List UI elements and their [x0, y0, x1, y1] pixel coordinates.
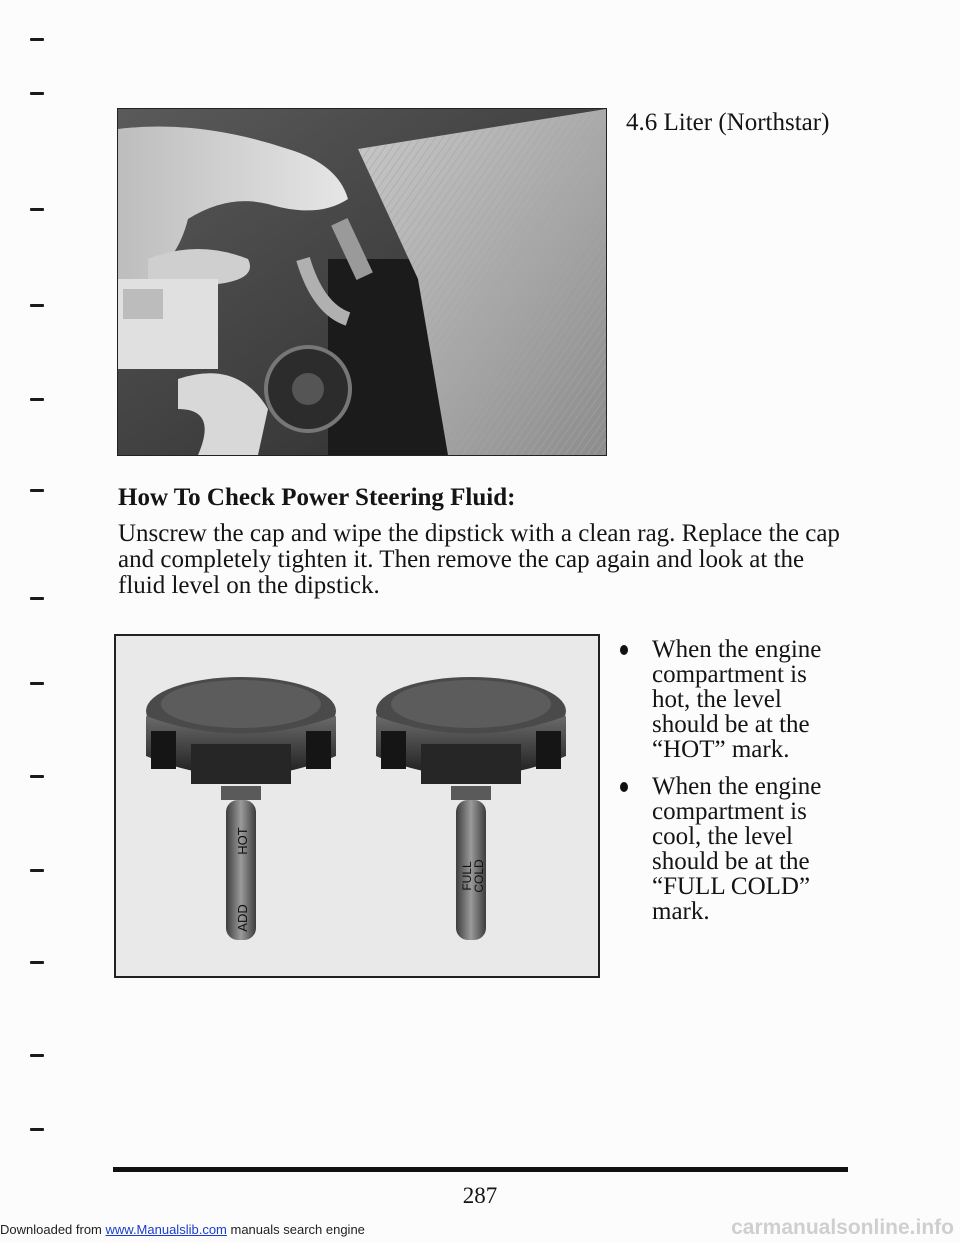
footer-rule: [113, 1167, 848, 1172]
download-note: [0, 1222, 365, 1238]
margin-tick: [30, 304, 44, 307]
list-item: [620, 637, 850, 762]
dipstick-illustration: [114, 634, 600, 978]
margin-tick: [30, 38, 44, 41]
margin-tick: [30, 1128, 44, 1131]
margin-tick: [30, 489, 44, 492]
margin-tick: [30, 961, 44, 964]
manualslib-link[interactable]: www.Manualslib.com: [105, 1222, 227, 1237]
list-item: [620, 774, 850, 924]
cold-mark-label: COLD: [472, 859, 486, 893]
margin-tick: [30, 208, 44, 211]
margin-tick: [30, 398, 44, 401]
margin-tick: [30, 682, 44, 685]
bullet-dot: [620, 782, 628, 792]
margin-tick: [30, 92, 44, 95]
instruction-paragraph: Unscrew the cap and wipe the dipstick with a clean rag. Replace the cap and completely tighten it. Then remove the cap again and look at the fluid level on the dipstick.: [118, 520, 840, 599]
margin-tick: [30, 775, 44, 778]
margin-tick: [30, 869, 44, 872]
page-number: 287: [462, 1183, 498, 1208]
left-dipstick-cap: [146, 677, 336, 940]
bullet-text-hot: When the engine compartment is hot, the level should be at the “HOT” mark.: [652, 636, 822, 763]
bullet-dot: [620, 645, 628, 655]
right-dipstick-cap: [376, 677, 566, 940]
full-mark-label: FULL: [460, 861, 474, 891]
download-note-prefix: Downloaded from: [0, 1222, 106, 1237]
margin-tick: [30, 1054, 44, 1057]
hot-mark-label: HOT: [235, 827, 250, 855]
engine-photo: [117, 108, 607, 456]
fluid-level-bullets: [620, 637, 850, 936]
add-mark-label: ADD: [235, 904, 250, 932]
section-heading: How To Check Power Steering Fluid:: [118, 484, 516, 511]
bullet-text-cold: When the engine compartment is cool, the level should be at the “FULL COLD” mark.: [652, 773, 822, 925]
site-watermark: carmanualsonline.info: [731, 1216, 954, 1239]
margin-tick: [30, 597, 44, 600]
download-note-suffix: manuals search engine: [226, 1222, 365, 1237]
engine-caption: 4.6 Liter (Northstar): [626, 109, 830, 136]
